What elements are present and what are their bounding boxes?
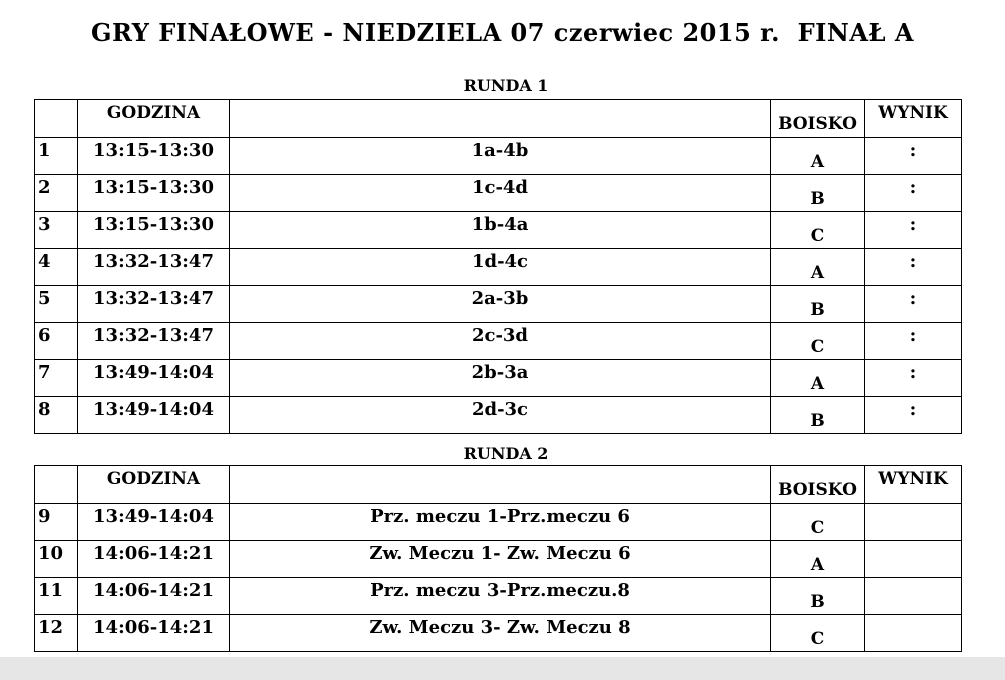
table-row bbox=[35, 541, 962, 578]
round-1-title: RUNDA 1 bbox=[463, 76, 549, 95]
table-row bbox=[35, 615, 962, 652]
match-number: 5 bbox=[35, 286, 78, 323]
match-result: : bbox=[865, 175, 962, 212]
match-number: 2 bbox=[35, 175, 78, 212]
match-pairing: 2a-3b bbox=[230, 286, 771, 323]
match-number: 1 bbox=[35, 138, 78, 175]
round-1-table bbox=[34, 99, 962, 434]
table-row bbox=[35, 323, 962, 360]
match-time: 13:32-13:47 bbox=[78, 249, 230, 286]
match-field: C bbox=[771, 323, 865, 360]
match-result: : bbox=[865, 286, 962, 323]
match-time: 14:06-14:21 bbox=[78, 615, 230, 652]
match-result bbox=[865, 541, 962, 578]
match-field: B bbox=[771, 175, 865, 212]
match-result: : bbox=[865, 212, 962, 249]
table-row bbox=[35, 578, 962, 615]
header-row bbox=[35, 466, 962, 504]
match-number: 10 bbox=[35, 541, 78, 578]
match-pairing: Zw. Meczu 3- Zw. Meczu 8 bbox=[230, 615, 771, 652]
header-result: WYNIK bbox=[865, 466, 962, 504]
match-number: 7 bbox=[35, 360, 78, 397]
table-row bbox=[35, 397, 962, 434]
match-time: 13:49-14:04 bbox=[78, 397, 230, 434]
match-field: C bbox=[771, 504, 865, 541]
match-result: : bbox=[865, 249, 962, 286]
match-pairing: 1b-4a bbox=[230, 212, 771, 249]
header-match bbox=[230, 100, 771, 138]
match-result bbox=[865, 504, 962, 541]
header-match bbox=[230, 466, 771, 504]
match-time: 14:06-14:21 bbox=[78, 541, 230, 578]
match-number: 8 bbox=[35, 397, 78, 434]
match-field: B bbox=[771, 397, 865, 434]
match-time: 13:49-14:04 bbox=[78, 360, 230, 397]
match-field: A bbox=[771, 249, 865, 286]
round-2-table bbox=[34, 465, 962, 652]
round-2-title: RUNDA 2 bbox=[463, 444, 549, 463]
match-time: 13:15-13:30 bbox=[78, 175, 230, 212]
match-time: 13:15-13:30 bbox=[78, 138, 230, 175]
table-row bbox=[35, 286, 962, 323]
table-row bbox=[35, 212, 962, 249]
table-row bbox=[35, 504, 962, 541]
match-pairing: 2c-3d bbox=[230, 323, 771, 360]
match-result: : bbox=[865, 323, 962, 360]
table-row bbox=[35, 138, 962, 175]
match-time: 13:32-13:47 bbox=[78, 323, 230, 360]
header-time: GODZINA bbox=[78, 100, 230, 138]
match-field: B bbox=[771, 286, 865, 323]
match-time: 13:49-14:04 bbox=[78, 504, 230, 541]
footer-bar bbox=[0, 657, 1005, 680]
table-row bbox=[35, 360, 962, 397]
match-field: C bbox=[771, 615, 865, 652]
match-number: 11 bbox=[35, 578, 78, 615]
match-pairing: Zw. Meczu 1- Zw. Meczu 6 bbox=[230, 541, 771, 578]
header-result: WYNIK bbox=[865, 100, 962, 138]
match-time: 14:06-14:21 bbox=[78, 578, 230, 615]
match-result bbox=[865, 615, 962, 652]
match-pairing: Prz. meczu 3-Prz.meczu.8 bbox=[230, 578, 771, 615]
match-number: 9 bbox=[35, 504, 78, 541]
header-row bbox=[35, 100, 962, 138]
match-field: A bbox=[771, 138, 865, 175]
match-number: 6 bbox=[35, 323, 78, 360]
match-field: A bbox=[771, 360, 865, 397]
table-row bbox=[35, 249, 962, 286]
header-number bbox=[35, 100, 78, 138]
match-result: : bbox=[865, 360, 962, 397]
match-pairing: 2b-3a bbox=[230, 360, 771, 397]
match-pairing: 2d-3c bbox=[230, 397, 771, 434]
match-field: B bbox=[771, 578, 865, 615]
header-field: BOISKO bbox=[771, 466, 865, 504]
match-number: 12 bbox=[35, 615, 78, 652]
match-time: 13:15-13:30 bbox=[78, 212, 230, 249]
match-result: : bbox=[865, 397, 962, 434]
header-time: GODZINA bbox=[78, 466, 230, 504]
header-field: BOISKO bbox=[771, 100, 865, 138]
match-pairing: 1d-4c bbox=[230, 249, 771, 286]
match-number: 3 bbox=[35, 212, 78, 249]
page-title: GRY FINAŁOWE - NIEDZIELA 07 czerwiec 2015 r. FINAŁ A bbox=[91, 18, 914, 47]
table-row bbox=[35, 175, 962, 212]
match-time: 13:32-13:47 bbox=[78, 286, 230, 323]
match-field: C bbox=[771, 212, 865, 249]
match-field: A bbox=[771, 541, 865, 578]
match-result bbox=[865, 578, 962, 615]
match-result: : bbox=[865, 138, 962, 175]
match-pairing: Prz. meczu 1-Prz.meczu 6 bbox=[230, 504, 771, 541]
match-pairing: 1c-4d bbox=[230, 175, 771, 212]
match-number: 4 bbox=[35, 249, 78, 286]
match-pairing: 1a-4b bbox=[230, 138, 771, 175]
header-number bbox=[35, 466, 78, 504]
